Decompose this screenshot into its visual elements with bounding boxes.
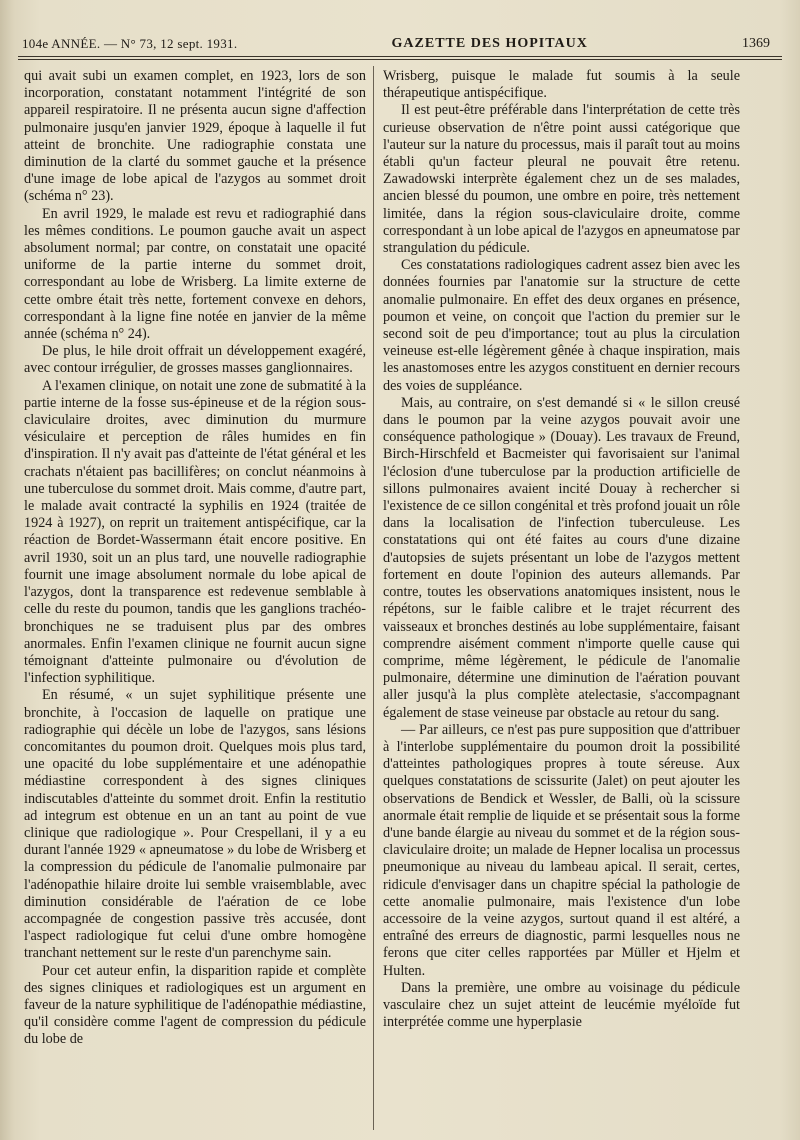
issue-info: 104e ANNÉE. — N° 73, 12 sept. 1931.: [22, 36, 238, 51]
paragraph: En avril 1929, le malade est revu et radiographié dans les mêmes conditions. Le poumon gauche avait un aspect absolument normal; par contre, on constatait une opacité uniforme de la partie interne du sommet droit, correspondant au lobe de Wrisberg. La limite externe de cette ombre était très nette, fortement convexe en dehors, correspondant à la ligne fine notée en janvier de la même année (schéma n° 24).: [24, 205, 366, 343]
paragraph: Dans la première, une ombre au voisinage du pédicule vasculaire chez un sujet atteint de leucémie myéloïde fut interprétée comme une hyperplasie: [383, 979, 740, 1031]
paragraph: Ces constatations radiologiques cadrent assez bien avec les données fournies par l'anatomie sur la structure de cette anomalie pulmonaire. En effet des deux organes en présence, poumon et veine, on conçoit que l'action du premier sur le second soit de peu d'importance; tout au plus la circulation veineuse est-elle légèrement gênée à chaque inspiration, mais les anastomoses entre les azygos constituent en dernier recours des voies de suppléance.: [383, 257, 740, 394]
paragraph: Mais, au contraire, on s'est demandé si « le sillon creusé dans le poumon par la veine azygos pouvait avoir une conséquence pathologique » (Douay). Les travaux de Freund, Birch-Hirschfeld et Bacmeister qui favorisaient sur l'animal l'éclosion d'une tuberculose par la production artificielle de sillons pulmonaires avaient incité Douay à rechercher si l'existence de ce sillon congénital et très profond jouait un rôle dans la localisation de l'infection tuberculeuse. Les constatations qui ont été faites au cours d'une dizaine d'autopsies de sujets présentant un lobe de l'azygos mettent fortement en doute l'opinion des auteurs allemands. Par contre, toutes les observations anatomiques insistent, nous le répétons, sur le faible calibre et le trajet récurrent des vaisseaux et bronches destinés au lobe supplémentaire, faisant comprendre aisément comment n'importe quelle cause qui comprime, même légèrement, le pédicule de l'anomalie pulmonaire, détermine une diminution de l'aération pouvant aller jusqu'à la plus complète atelectasie, s'accompagnant également de stase veineuse par obstacle au retour du sang.: [383, 394, 740, 721]
paragraph: Wrisberg, puisque le malade fut soumis à la seule thérapeutique antispécifique.: [383, 68, 740, 102]
column-divider: [373, 66, 374, 1130]
right-column: [383, 68, 740, 1132]
paragraph: En résumé, « un sujet syphilitique présente une bronchite, à l'occasion de laquelle on pratique une radiographie qui décèle un lobe de l'azygos, sans lésions concomitantes du poumon droit. Quelques mois plus tard, une opacité du lobe supplémentaire et une adénopathie médiastine correspondent à des signes cliniques indiscutables d'atteinte du sommet droit. Enfin la restitutio ad integrum est obtenue en un an tant au point de vue clinique que radiologique ». Pour Crespellani, il y a eu durant l'année 1929 « apneumatose » du lobe de Wrisberg et la compression du pédicule de l'anomalie pulmonaire par l'adénopathie hilaire droite lui semble vraisemblable, avec diminution considérable de l'aération de ce lobe accompagnée de congestion passive très accusée, dont l'aspect radiologique fut celui d'une ombre homogène tranchant nettement sur le reste d'un parenchyme sain.: [24, 687, 366, 962]
paragraph: Pour cet auteur enfin, la disparition rapide et complète des signes cliniques et radiologiques est un argument en faveur de la nature syphilitique de l'adénopathie médiastine, qu'il considère comme l'agent de compression du pédicule du lobe de: [24, 962, 366, 1048]
header-rule: [18, 56, 782, 60]
journal-title: GAZETTE DES HOPITAUX: [391, 36, 588, 51]
paragraph: qui avait subi un examen complet, en 1923, lors de son incorporation, constatant notamment l'intégrité de son appareil respiratoire. Il ne présenta aucun signe d'affection pulmonaire jusqu'en janvier 1929, époque à laquelle il fut atteint de bronchite. Une radiographie constata une diminution de la clarté du sommet gauche et la présence d'une image de lobe apical de l'azygos au sommet droit (schéma n° 23).: [24, 68, 366, 205]
paragraph: Il est peut-être préférable dans l'interprétation de cette très curieuse observation de n'être point aussi catégorique que l'auteur sur la nature du processus, mais il paraît tout au moins établi qu'un facteur pleural ne pouvait être retenu. Zawadowski interprète également chez un de ses malades, ancien blessé du poumon, une ombre en poire, très nettement limitée, dans la région sous-claviculaire droite, comme correspondant à un lobe apical de l'azygos en apneumatose par strangulation du pédicule.: [383, 102, 740, 257]
page-number: 1369: [741, 36, 770, 51]
paragraph: A l'examen clinique, on notait une zone de submatité à la partie interne de la fosse sus-épineuse et de la région sous-claviculaire droites, avec diminution du murmure vésiculaire et perception de râles humides en fin d'inspiration. Il n'y avait pas d'atteinte de l'état général et les crachats n'étaient pas bacillifères; on conclut néanmoins à une tuberculose du sommet droit. Mais comme, d'autre part, le malade avait contracté la syphilis en 1924 (traitée de 1924 à 1927), on reprit un traitement antispécifique, car la réaction de Bordet-Wassermann était encore positive. En avril 1930, soit un an plus tard, une nouvelle radiographie fournit une image absolument normale du lobe apical de l'azygos, dont la transparence est redevenue semblable à celle du reste du poumon, tandis que les ganglions trachéo-bronchiques ne se traduisent plus par des ombres anormales. Enfin l'examen clinique ne fournit aucun signe témoignant d'atteinte pulmonaire ou d'évolution de l'infection syphilitique.: [24, 377, 366, 687]
left-column: [24, 68, 366, 1132]
paragraph: De plus, le hile droit offrait un développement exagéré, avec contour irrégulier, de grosses masses ganglionnaires.: [24, 343, 366, 377]
paragraph: — Par ailleurs, ce n'est pas pure supposition que d'attribuer à l'interlobe supplémentaire du poumon droit la possibilité d'atteintes pathologiques propres à toute séreuse. Aux quelques constatations de scissurite (Jalet) on peut ajouter les observations de Bendick et Wessler, de Balli, où la scissure anormale était remplie de liquide et se présentait sous la forme d'une bande élargie au niveau du sommet et de la région sous-claviculaire droite; un malade de Hepner localisa un processus pneumonique au niveau du lambeau apical. Il serait, certes, ridicule d'envisager dans un chapitre spécial la pathologie de cette anomalie pulmonaire, mais l'existence d'un lobe accessoire de la veine azygos, surtout quand il est altéré, a entraîné des erreurs de diagnostic, parmi lesquelles nous ne ferons que citer celles rapportées par Müller et Hjelm et Hulten.: [383, 721, 740, 979]
page-header: [22, 26, 770, 52]
